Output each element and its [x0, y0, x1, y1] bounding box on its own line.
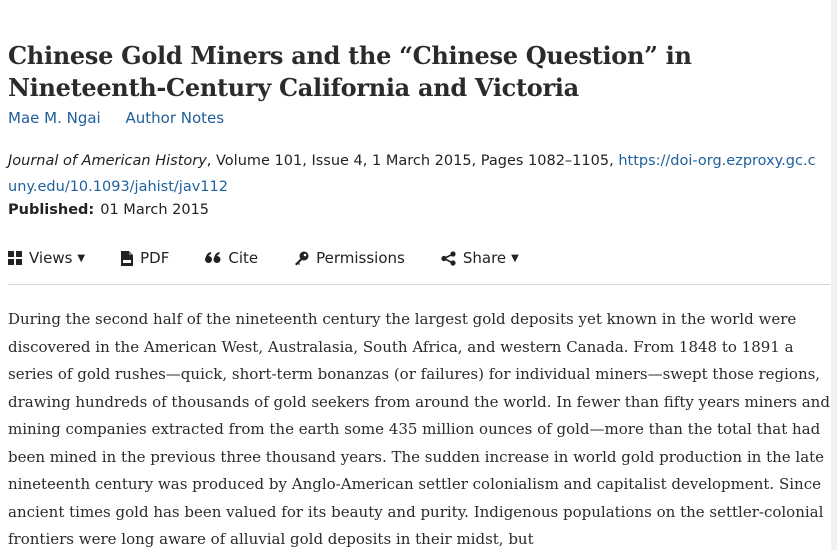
share-icon — [441, 251, 456, 266]
published-label: Published: — [8, 202, 95, 218]
grid-icon — [8, 251, 22, 265]
pdf-label: PDF — [140, 249, 170, 267]
chevron-down-icon: ▼ — [511, 252, 519, 264]
article-body-paragraph: During the second half of the nineteenth century the largest gold deposits yet known in the world were discovered in the American West, Australasia, South Africa, and western Canada. From 1848 to 1891 a series of gold rushes—quick, short-term bonanzas (or failures) for individual miners—swept those regions, drawing hundreds of thousands of gold seekers from around the world. In fewer than fifty years miners and mining companies extracted from the earth some 435 million ounces of gold—more than the total that had been mined in the previous three thousand years. The sudden increase in world gold production in the late nineteenth century was produced by Anglo-American settler colonialism and capitalist development. Since ancient times gold has been valued for its beauty and purity. Indigenous populations on the settler-colonial frontiers were long aware of alluvial gold deposits in their midst, but — [8, 310, 830, 548]
author-notes-link[interactable]: Author Notes — [125, 109, 225, 127]
pdf-button[interactable] — [121, 249, 169, 267]
cite-label: Cite — [228, 249, 259, 267]
permissions-button[interactable] — [294, 249, 405, 267]
article-toolbar — [8, 244, 830, 272]
scrollbar[interactable] — [831, 0, 837, 550]
article-title: Chinese Gold Miners and the “Chinese Question” in Nineteenth-Century California and Victoria — [8, 41, 692, 102]
citation-details: , Volume 101, Issue 4, 1 March 2015, Pages 1082–1105, — [206, 153, 619, 169]
author-link[interactable]: Mae M. Ngai — [8, 109, 101, 127]
published-date — [8, 199, 209, 221]
toolbar-divider — [8, 284, 830, 285]
pdf-file-icon — [121, 251, 133, 266]
author-line — [8, 108, 244, 128]
citation — [8, 148, 823, 200]
journal-name: Journal of American History — [8, 153, 207, 169]
share-button[interactable] — [441, 249, 519, 267]
cite-button[interactable] — [205, 249, 258, 267]
share-label: Share — [462, 249, 507, 267]
key-icon — [294, 251, 309, 266]
doi-link[interactable]: https://doi-org.ezproxy.gc.cuny.edu/10.1093/jahist/jav112 — [8, 153, 816, 195]
views-button[interactable] — [8, 249, 85, 267]
chevron-down-icon: ▼ — [77, 252, 86, 264]
quote-icon — [205, 252, 221, 264]
published-value: 01 March 2015 — [100, 202, 210, 218]
views-label: Views — [29, 249, 73, 267]
permissions-label: Permissions — [316, 249, 405, 267]
